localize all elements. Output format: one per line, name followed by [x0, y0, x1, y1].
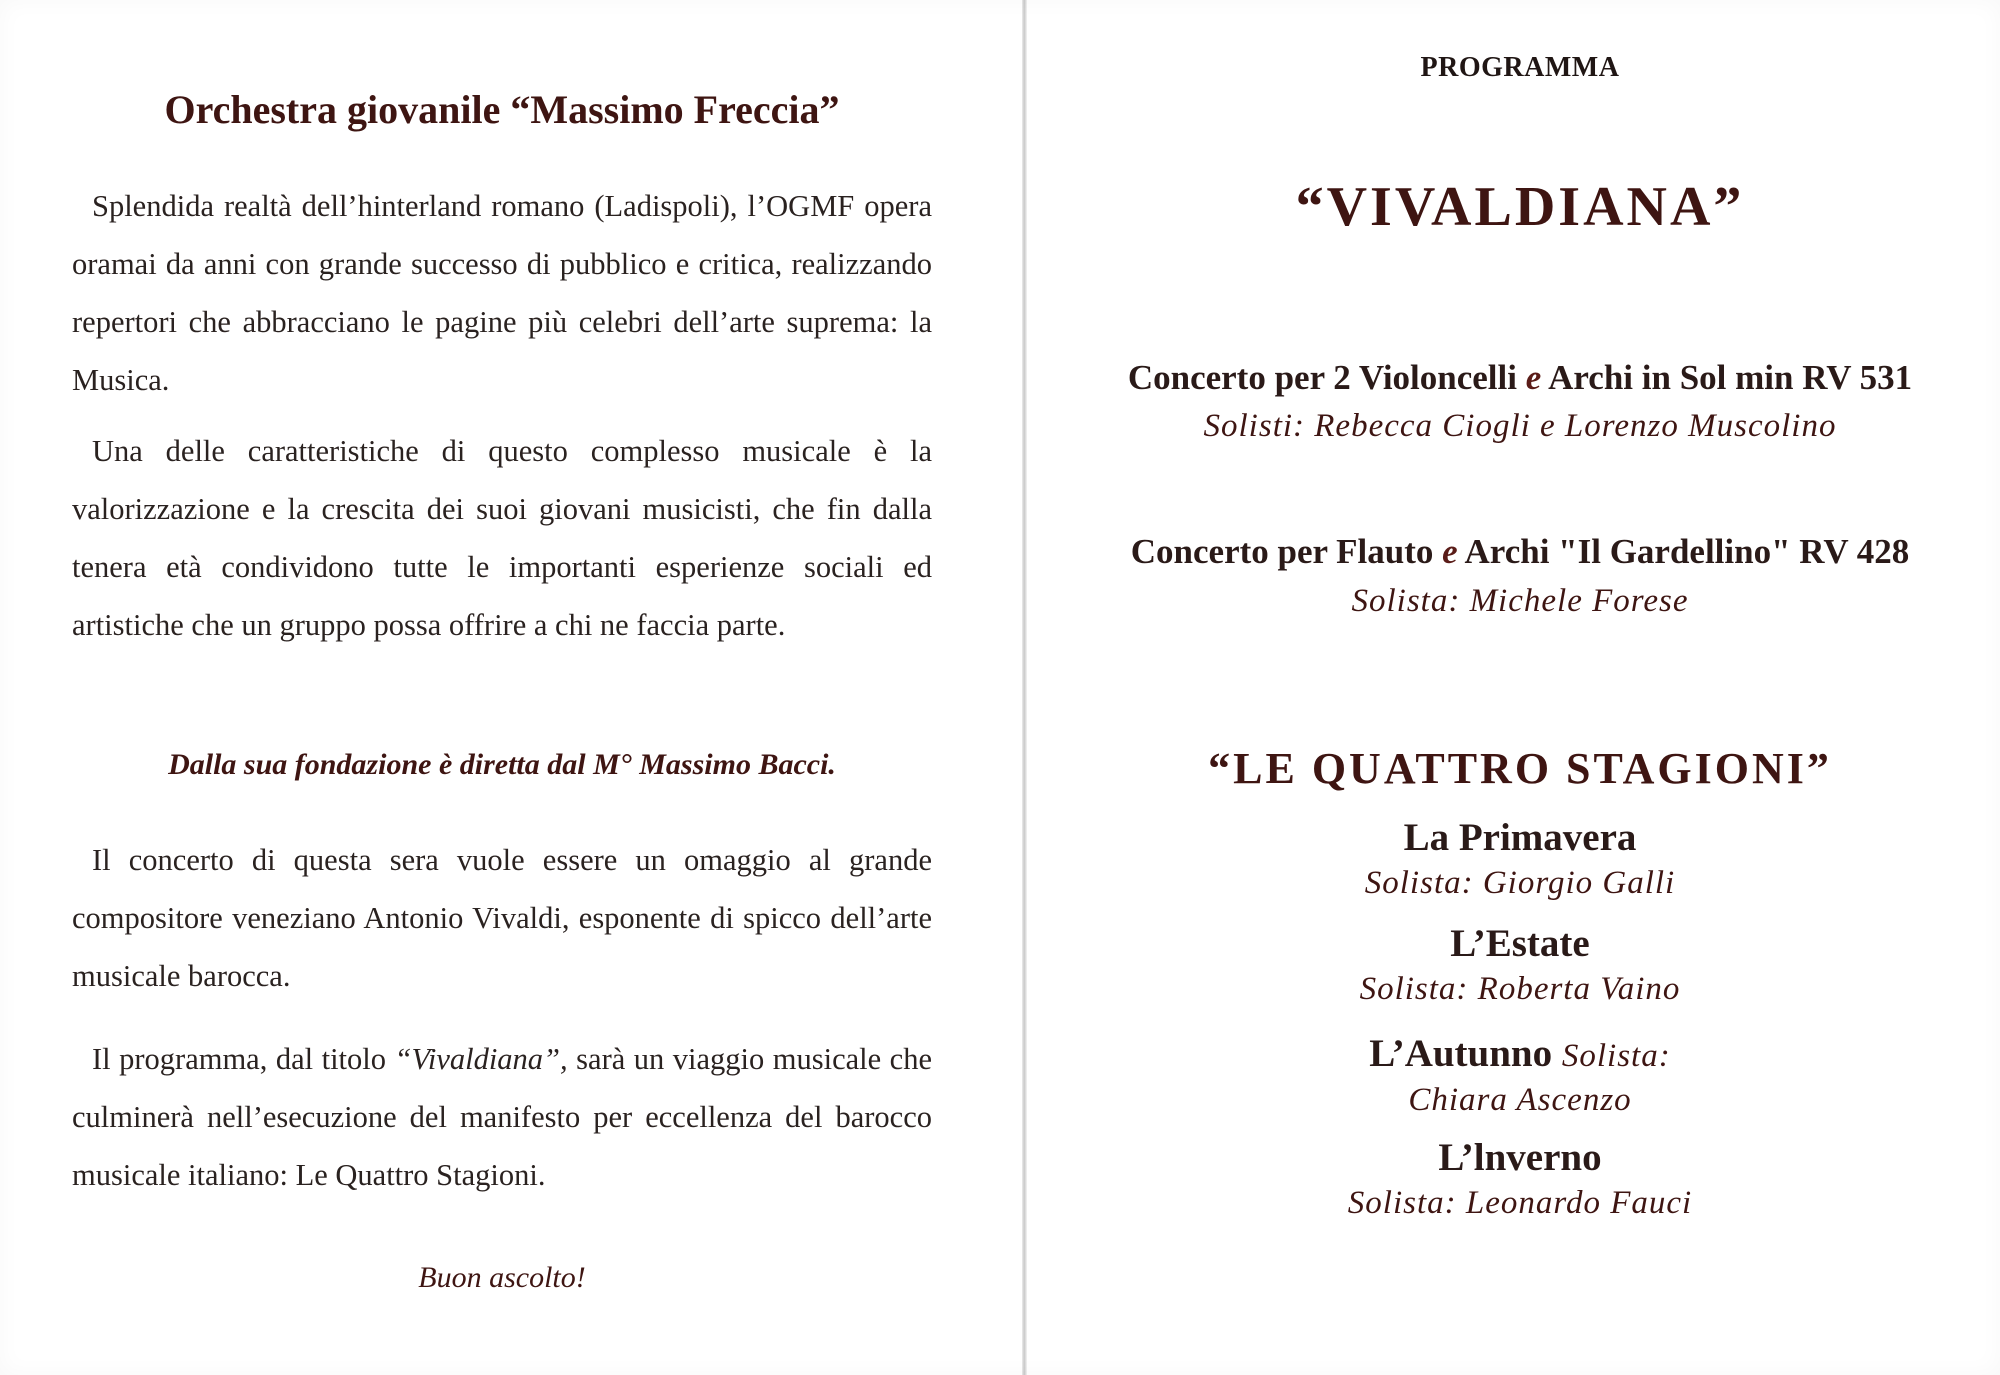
- intro-paragraph-text: Splendida realtà dell’hinterland romano (Ladispoli), l’OGMF opera oramai da anni con grande successo di pubblico e critica, realizzando repertori che abbracciano le pagine più celebri dell’arte suprema: la Musica.: [72, 189, 932, 397]
- program-paragraph: [72, 1030, 932, 1204]
- work-title-rv428: [1040, 532, 2000, 572]
- season-name-autunno-text: L’Autunno: [1369, 1032, 1553, 1075]
- work-title-rv428-part2: Archi "Il Gardellino" RV 428: [1457, 532, 1910, 571]
- season-name-autunno: [1040, 1031, 2000, 1076]
- work-soloist-rv531: Solisti: Rebecca Ciogli e Lorenzo Muscolino: [1203, 408, 1837, 444]
- seasons-title: “LE QUATTRO STAGIONI”: [1208, 744, 1832, 793]
- work-title-rv531: [1040, 358, 2000, 398]
- work-title-rv428-conjunction: e: [1442, 532, 1458, 571]
- work-title-rv531-part2: Archi in Sol min RV 531: [1541, 358, 1913, 397]
- program-paragraph-start: Il programma, dal titolo: [92, 1042, 395, 1076]
- season-soloist-inverno: Solista: Leonardo Fauci: [1347, 1185, 1693, 1221]
- work-soloist-rv428: Solista: Michele Forese: [1351, 583, 1689, 619]
- program-paragraph-end: sarà un viaggio musicale che culminerà nell’esecuzione del manifesto per eccellenza del barocco musicale italiano: Le Quattro Stagioni.: [72, 1042, 932, 1192]
- programma-heading: PROGRAMMA: [1420, 52, 1620, 83]
- season-soloist-autunno: Chiara Ascenzo: [1408, 1082, 1632, 1118]
- season-soloist-autunno-label: Solista:: [1561, 1038, 1671, 1074]
- program-title: “VIVALDIANA”: [1295, 176, 1745, 238]
- season-soloist-primavera: Solista: Giorgio Galli: [1364, 865, 1676, 901]
- intro-paragraph: [72, 177, 932, 409]
- orchestra-title: Orchestra giovanile “Massimo Freccia”: [164, 87, 840, 132]
- founder-line: Dalla sua fondazione è diretta dal M° Massimo Bacci.: [168, 748, 836, 781]
- concert-paragraph-text: Il concerto di questa sera vuole essere un omaggio al grande compositore veneziano Antonio Vivaldi, esponente di spicco dell’arte musicale barocca.: [72, 843, 932, 993]
- work-title-rv531-part1: Concerto per 2 Violoncelli: [1127, 358, 1526, 397]
- season-name-inverno: L’lnverno: [1438, 1136, 1602, 1179]
- work-title-rv531-conjunction: e: [1525, 358, 1542, 397]
- characteristics-paragraph: [72, 422, 932, 654]
- characteristics-paragraph-text: Una delle caratteristiche di questo complesso musicale è la valorizzazione e la crescita dei suoi giovani musicisti, che fin dalla tenera età condividono tutte le importanti esperienze sociali ed artistiche che un gruppo possa offrire a chi ne faccia parte.: [72, 434, 932, 642]
- program-paragraph-title: “Vivaldiana”,: [394, 1042, 568, 1076]
- season-soloist-estate: Solista: Roberta Vaino: [1359, 971, 1681, 1007]
- concert-paragraph: [72, 831, 932, 1005]
- closing-line: Buon ascolto!: [418, 1261, 586, 1294]
- season-name-primavera: La Primavera: [1403, 816, 1637, 859]
- season-name-estate: L’Estate: [1450, 922, 1590, 965]
- work-title-rv428-part1: Concerto per Flauto: [1130, 532, 1443, 571]
